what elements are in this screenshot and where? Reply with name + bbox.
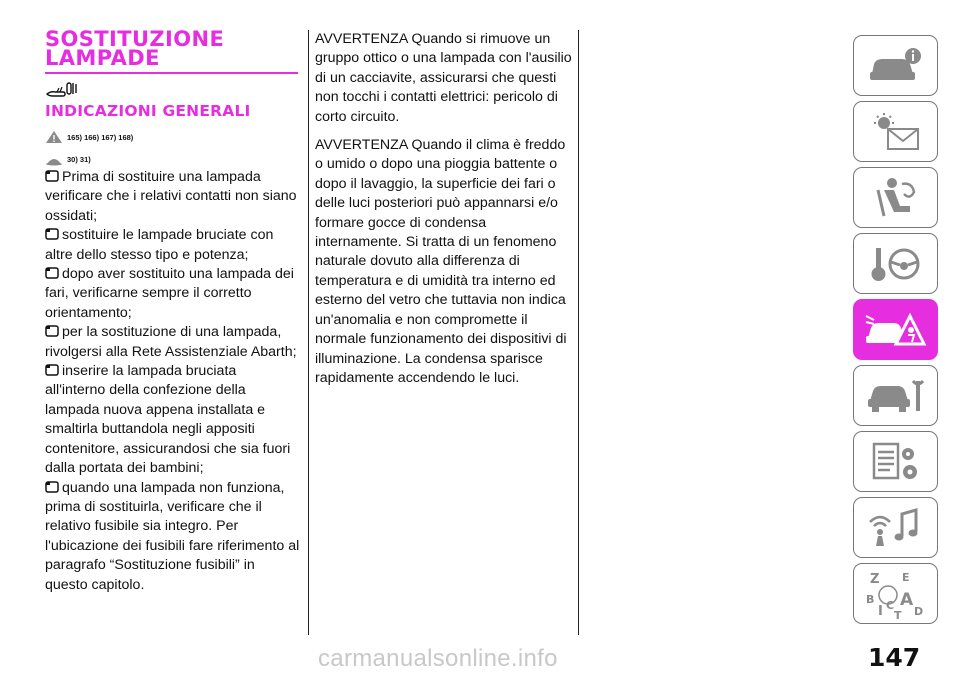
section-title-line1: SOSTITUZIONE <box>45 27 225 51</box>
caution-reference: 30) 31) <box>67 154 91 164</box>
technical-data-icon <box>866 440 926 484</box>
list-item-text: dopo aver sostituito una lampada dei fari, verificarne sempre il corretto orientamento; <box>45 266 294 321</box>
bullet-icon <box>45 228 59 240</box>
left-column <box>45 27 300 595</box>
tab-technical-data[interactable] <box>853 431 938 492</box>
breakdown-triangle-icon <box>864 308 928 352</box>
title-divider <box>45 72 298 74</box>
page-number: 147 <box>868 643 921 672</box>
section-subtitle: INDICAZIONI GENERALI <box>45 102 251 120</box>
list-item <box>45 168 300 226</box>
list-item-text: quando una lampada non funziona, prima di sostituirla, verificare che il relativo fusibile sia integro. Per l'ubicazione dei fusibili fare riferimento al paragrafo “Sostituzione fusibili” in questo capitolo. <box>45 479 300 593</box>
instructions-list <box>45 168 300 595</box>
warning-paragraph: AVVERTENZA Quando il clima è freddo o umido o dopo una pioggia battente o dopo il lavaggio, la superficie dei fari o delle luci posteriori può appannarsi e/o formare gocce di condensa internamente. Si tratta di un fenomeno naturale dovuto alla differenza di temperatura e di umidità tra interno ed esterno del vetro che tuttavia non indica un'anomalia e non compromette il normale funzionamento dei dispositivi di illuminazione. La condensa sparisce rapidamente accendendo le luci. <box>315 137 567 386</box>
list-item-text: sostituire le lampade bruciate con altre dello stesso tipo e potenza; <box>45 227 274 263</box>
svg-text:D: D <box>913 604 923 618</box>
bullet-icon <box>45 325 59 337</box>
lights-message-icon <box>866 111 926 153</box>
warning-refs-row-2 <box>45 148 300 170</box>
tab-index[interactable] <box>853 563 938 624</box>
key-steering-wheel-icon <box>866 242 926 286</box>
svg-text:Z: Z <box>869 571 879 587</box>
tab-servicing[interactable] <box>853 365 938 426</box>
list-item <box>45 265 300 323</box>
list-item <box>45 323 300 362</box>
tab-multimedia[interactable] <box>853 497 938 558</box>
bullet-icon <box>45 267 59 279</box>
car-info-icon <box>866 46 926 86</box>
svg-text:B: B <box>865 592 874 606</box>
caution-drop-icon <box>45 152 63 166</box>
list-item-text: inserire la lampada bruciata all'interno della confezione della lampada nuova appena installata e smaltirla buttandola negli appositi contenitore, assicurandosi che sia fuori dalla portata dei bambini; <box>45 363 291 477</box>
seat-airbag-icon <box>866 176 926 220</box>
list-item <box>45 362 300 478</box>
svg-text:A: A <box>899 589 913 610</box>
list-item <box>45 226 300 265</box>
multimedia-icon <box>866 506 926 550</box>
bullet-icon <box>45 364 59 376</box>
bullet-icon <box>45 170 59 182</box>
tab-knowing-the-car[interactable] <box>853 35 938 96</box>
svg-text:E: E <box>901 570 910 584</box>
middle-column <box>315 30 575 397</box>
alphabetical-index-icon <box>864 569 928 619</box>
warning-reference: 165) 166) 167) 168) <box>67 132 134 142</box>
car-maintenance-icon <box>866 375 926 417</box>
tab-dashboard-lights[interactable] <box>853 101 938 162</box>
section-title-line2: LAMPADE <box>45 46 160 70</box>
warning-paragraph: AVVERTENZA Quando si rimuove un gruppo ottico o una lampada con l'ausilio di un cacciavite, assicurarsi che questi non tocchi i contatti elettrici: pericolo di corto circuito. <box>315 31 572 125</box>
tab-safety[interactable] <box>853 167 938 228</box>
hand-bulb-icon <box>45 80 79 100</box>
warning-triangle-icon <box>45 130 63 144</box>
tab-emergency[interactable] <box>853 299 938 360</box>
list-item-text: per la sostituzione di una lampada, rivolgersi alla Rete Assistenziale Abarth; <box>45 324 297 360</box>
watermark: carmanualsonline.info <box>318 645 558 672</box>
tab-starting-driving[interactable] <box>853 233 938 294</box>
svg-text:I: I <box>877 603 883 619</box>
column-divider-left <box>308 30 309 635</box>
list-item <box>45 479 300 595</box>
column-divider-right <box>578 30 579 635</box>
warning-refs-row-1 <box>45 126 300 148</box>
bullet-icon <box>45 481 59 493</box>
chapter-tabs <box>853 35 940 629</box>
svg-text:C: C <box>885 598 894 612</box>
list-item-text: Prima di sostituire una lampada verificare che i relativi contatti non siano ossidati; <box>45 169 297 224</box>
svg-text:T: T <box>893 608 902 619</box>
